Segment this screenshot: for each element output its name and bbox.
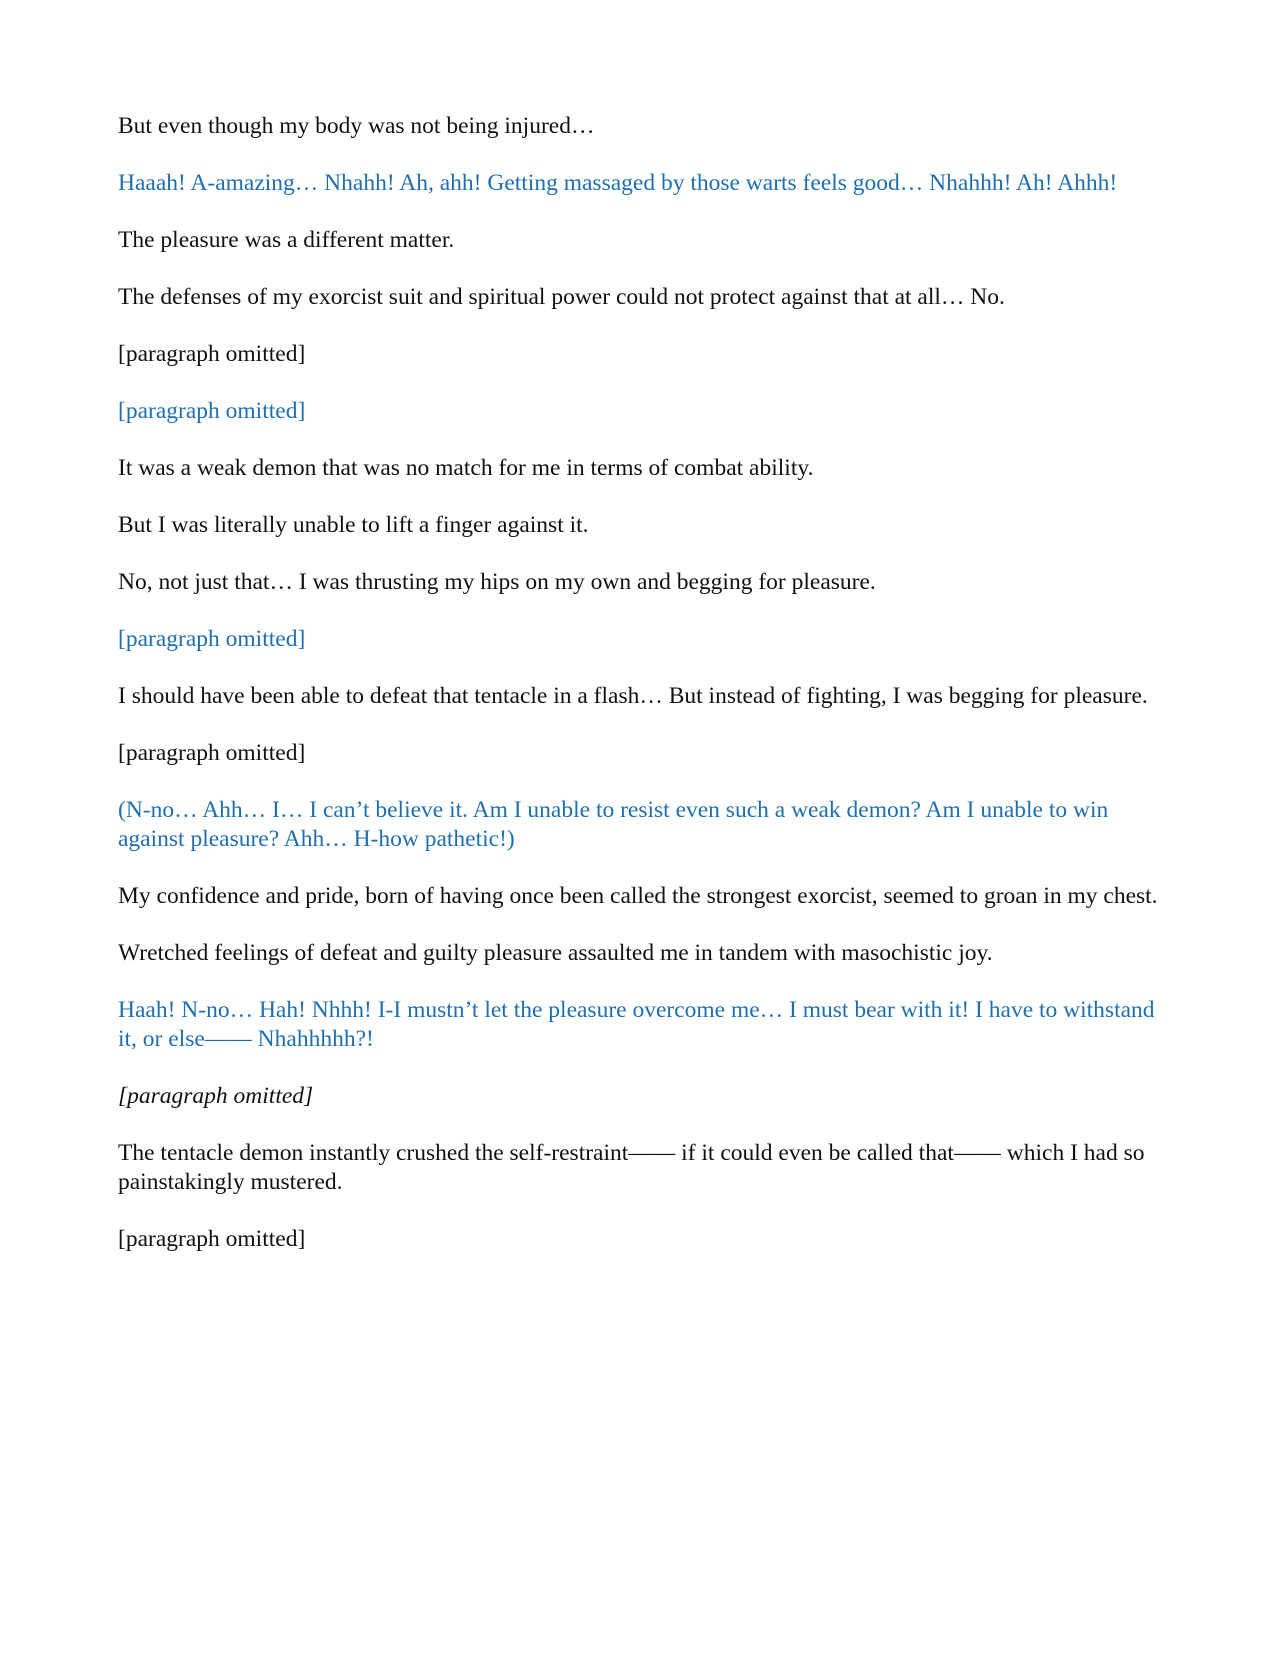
narration-paragraph: The pleasure was a different matter. [118, 227, 455, 253]
narration-paragraph: [paragraph omitted] [118, 1226, 306, 1252]
narration-paragraph: But I was literally unable to lift a finger against it. [118, 512, 589, 538]
dialogue-paragraph: [paragraph omitted] [118, 626, 306, 652]
dialogue-paragraph: [paragraph omitted] [118, 398, 306, 424]
dialogue-paragraph: (N-no… Ahh… I… I can’t believe it. Am I unable to resist even such a weak demon? Am I unable to win against pleasure? Ahh… H-how pathetic!) [118, 797, 1109, 852]
dialogue-paragraph: Haaah! A-amazing… Nhahh! Ah, ahh! Getting massaged by those warts feels good… Nhahhh! Ah! Ahhh! [118, 170, 1118, 196]
dialogue-paragraph: Haah! N-no… Hah! Nhhh! I-I mustn’t let the pleasure overcome me… I must bear with it! I have to withstand it, or else—— Nhahhhhh?! [118, 997, 1155, 1052]
narration-paragraph: [paragraph omitted] [118, 341, 306, 367]
narration-paragraph: The tentacle demon instantly crushed the self-restraint—— if it could even be called that—— which I had so painstakingly mustered. [118, 1140, 1145, 1195]
document-page [118, 112, 1168, 1282]
narration-paragraph: It was a weak demon that was no match for me in terms of combat ability. [118, 455, 814, 481]
narration-paragraph: [paragraph omitted] [118, 740, 306, 766]
narration-paragraph: I should have been able to defeat that tentacle in a flash… But instead of fighting, I was begging for pleasure. [118, 683, 1148, 709]
narration-paragraph: No, not just that… I was thrusting my hips on my own and begging for pleasure. [118, 569, 876, 595]
narration-paragraph: The defenses of my exorcist suit and spiritual power could not protect against that at all… No. [118, 284, 1005, 310]
sound-effect-paragraph: [paragraph omitted] [118, 1083, 314, 1109]
narration-paragraph: Wretched feelings of defeat and guilty pleasure assaulted me in tandem with masochistic joy. [118, 940, 993, 966]
narration-paragraph: My confidence and pride, born of having once been called the strongest exorcist, seemed to groan in my chest. [118, 883, 1158, 909]
narration-paragraph: But even though my body was not being injured… [118, 113, 595, 139]
